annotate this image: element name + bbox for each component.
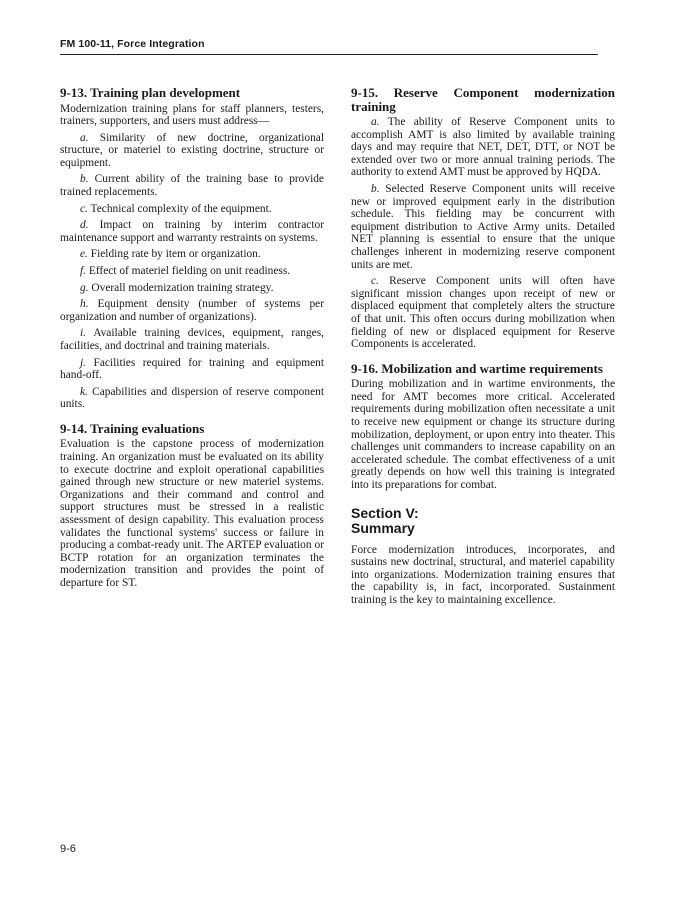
section-9-13-intro: Modernization training plans for staff planners, testers, trainers, supporters, and users must address—: [60, 102, 324, 128]
list-item-letter: c.: [80, 202, 88, 215]
list-item: [60, 357, 324, 382]
section-9-13-list: [60, 132, 324, 411]
list-item: [60, 173, 324, 198]
list-item-letter: a.: [80, 131, 89, 144]
list-item-text: Reserve Component units will often have significant mission changes upon receipt of new or displaced equipment that completely alters the structure of that unit. This often occurs during mobilization when fielding of new or displaced equipment for Reserve Components is accelerated.: [351, 275, 615, 351]
list-item-text: Facilities required for training and equipment hand-off.: [60, 356, 324, 382]
list-item: [60, 386, 324, 411]
list-item: [60, 219, 324, 244]
section-v-label: Section V:: [351, 504, 419, 521]
section-v-summary-label: Summary: [351, 519, 415, 536]
list-item-text: Similarity of new doctrine, organizational structure, or materiel to existing doctrine, structure or equipment.: [60, 131, 324, 169]
list-item: [351, 275, 615, 351]
section-9-13-heading: 9-13. Training plan development: [60, 85, 241, 100]
list-item: [60, 298, 324, 323]
list-item-letter: i.: [80, 327, 87, 340]
list-item-text: Current ability of the training base to provide trained replacements.: [60, 173, 324, 199]
list-item-text: Available training devices, equipment, ranges, facilities, and doctrinal and training materials.: [60, 327, 324, 352]
list-item-letter: k.: [80, 385, 88, 398]
list-item-letter: b.: [371, 182, 380, 195]
list-item-letter: h.: [80, 298, 89, 311]
list-item: [351, 116, 615, 179]
list-item-letter: a.: [371, 116, 380, 128]
list-item: [60, 282, 324, 295]
right-column: [351, 86, 615, 611]
section-9-15-list: [351, 116, 615, 351]
list-item-letter: b.: [80, 173, 89, 186]
list-item: [60, 132, 324, 170]
list-item: [60, 265, 324, 278]
list-item-text: Equipment density (number of systems per organization and number of organizations).: [60, 298, 324, 323]
list-item-text: The ability of Reserve Component units to accomplish AMT is also limited by available training days and may require that NET, DET, DTT, or NOT be extended over two or more annual training periods. The authority to extend AMT must be approved by HQDA.: [351, 116, 615, 179]
list-item-letter: d.: [80, 219, 89, 232]
list-item-text: Technical complexity of the equipment.: [87, 202, 272, 215]
left-column: [60, 86, 324, 594]
running-header: FM 100-11, Force Integration: [60, 38, 205, 50]
list-item-letter: f.: [80, 265, 87, 278]
list-item-letter: j.: [80, 356, 87, 369]
section-9-16-body: During mobilization and in wartime environments, the need for AMT becomes more critical. Accelerated requirements during mobilization often necessitate a unit to receive new equipment or change its structure during mobilization, deployment, or upon entry into theater. This challenges unit commanders to increase capability on an accelerated schedule. The combat effectiveness of a unit greatly depends on how well this training is integrated into its preparations for combat.: [351, 378, 615, 491]
section-9-16-heading: 9-16. Mobilization and wartime requirements: [351, 360, 603, 376]
list-item-text: Effect of materiel fielding on unit readiness.: [86, 265, 291, 278]
section-v-title: [351, 506, 615, 536]
list-item: [60, 248, 324, 261]
section-9-14-body: Evaluation is the capstone process of modernization training. An organization must be evaluated on its ability to execute doctrine and exploit operational capabilities gained through new structure or new materiel systems. Organizations and their command and control and support structures must be stressed in a realistic assessment of design capability. This evaluation process validates the functional systems' success or failure in producing a combat-ready unit. The ARTEP evaluation or BCTP rotation for an organization terminates the modernization transition and provides the point of departure for ST.: [60, 438, 324, 589]
list-item: [351, 183, 615, 271]
list-item-text: Overall modernization training strategy.: [88, 281, 274, 294]
list-item-text: Fielding rate by item or organization.: [87, 248, 261, 261]
list-item: [60, 327, 324, 352]
list-item-letter: g.: [80, 281, 89, 294]
summary-body: Force modernization introduces, incorporates, and sustains new doctrinal, structural, and materiel capability into organizations. Modernization training ensures that the capability is, in fact, incorporated. Sustainment training is the key to maintaining excellence.: [351, 543, 615, 606]
list-item-letter: c.: [371, 275, 379, 288]
list-item-text: Capabilities and dispersion of reserve component units.: [60, 385, 324, 411]
list-item-letter: e.: [80, 248, 88, 261]
list-item-text: Selected Reserve Component units will receive new or improved equipment early in the distribution schedule. This fielding may be concurrent with equipment distribution to Active Army units. Detailed NET planning is essential to ensure that the unique challenges inherent in modernizing reserve component units are met.: [351, 182, 615, 271]
section-9-15-heading: 9-15. Reserve Component modernization training: [351, 85, 615, 114]
section-9-14-heading: 9-14. Training evaluations: [60, 420, 205, 436]
list-item: [60, 203, 324, 216]
header-rule: [60, 54, 598, 55]
page-number: 9-6: [60, 843, 76, 855]
list-item-text: Impact on training by interim contractor maintenance support and warranty restraints on systems.: [60, 219, 324, 244]
